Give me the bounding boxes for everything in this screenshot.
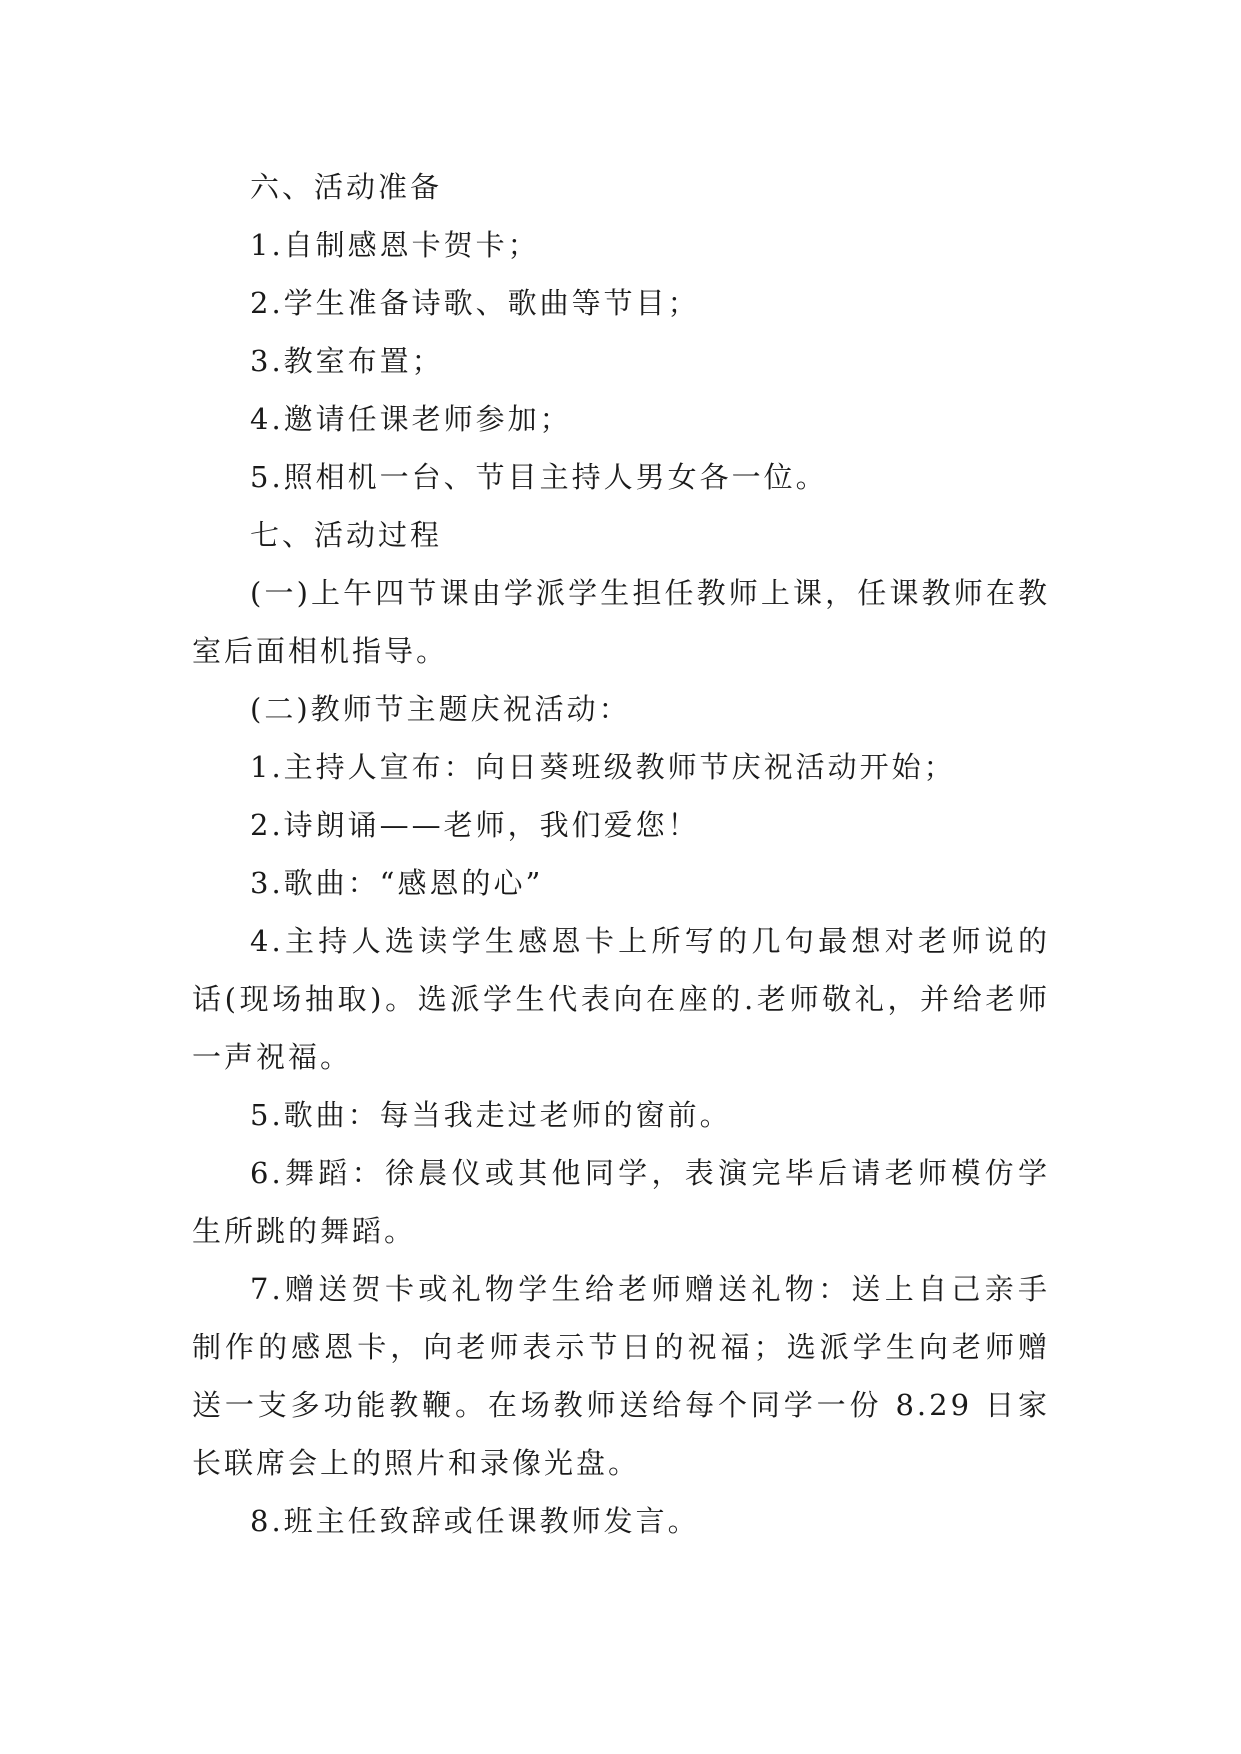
section-heading-preparation: 六、活动准备	[250, 170, 443, 204]
list-item: 3.教室布置；	[250, 344, 444, 378]
list-item: 2.学生准备诗歌、歌曲等节目；	[250, 286, 700, 320]
list-item: 8.班主任致辞或任课教师发言。	[250, 1504, 700, 1538]
subsection-paragraph: (一)上午四节课由学派学生担任教师上课，任课教师在教室后面相机指导。	[192, 576, 1050, 668]
list-item: 5.照相机一台、节目主持人男女各一位。	[250, 460, 828, 494]
list-item: 2.诗朗诵——老师，我们爱您！	[250, 808, 700, 842]
list-item: 6.舞蹈：徐晨仪或其他同学，表演完毕后请老师模仿学生所跳的舞蹈。	[192, 1156, 1050, 1248]
list-item: 4.邀请任课老师参加；	[250, 402, 572, 436]
list-item: 4.主持人选读学生感恩卡上所写的几句最想对老师说的话(现场抽取)。选派学生代表向在座的.老师敬礼，并给老师一声祝福。	[192, 924, 1050, 1074]
section-heading-process: 七、活动过程	[250, 518, 443, 552]
list-item: 7.赠送贺卡或礼物学生给老师赠送礼物：送上自己亲手制作的感恩卡，向老师表示节日的祝福；选派学生向老师赠送一支多功能教鞭。在场教师送给每个同学一份 8.29 日家长联席会上的照片和录像光盘。	[192, 1272, 1050, 1480]
list-item: 3.歌曲：“感恩的心”	[250, 866, 544, 900]
document-body	[192, 158, 1050, 1550]
list-item: 1.自制感恩卡贺卡；	[250, 228, 540, 262]
list-item: 5.歌曲：每当我走过老师的窗前。	[250, 1098, 732, 1132]
list-item: 1.主持人宣布：向日葵班级教师节庆祝活动开始；	[250, 750, 956, 784]
subsection-heading: (二)教师节主题庆祝活动：	[250, 692, 631, 726]
